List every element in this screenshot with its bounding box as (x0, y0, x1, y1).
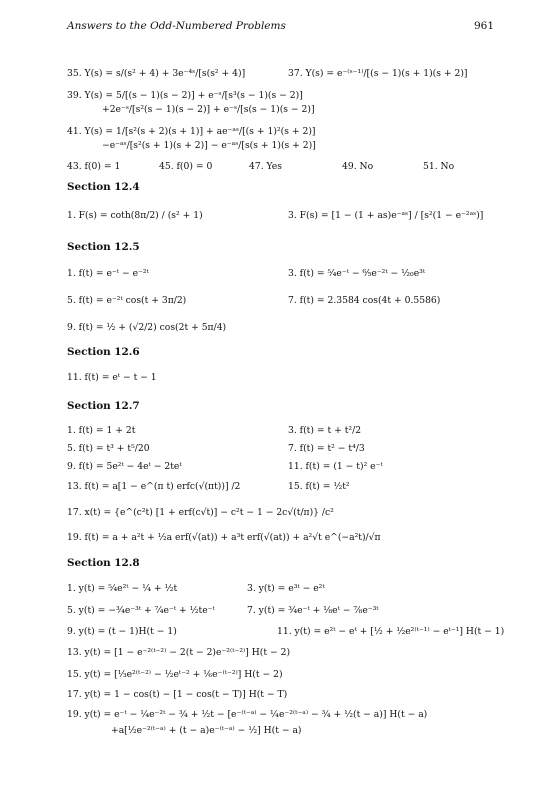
section-heading: Section 12.7 (67, 400, 140, 412)
answer: 9. f(t) = ½ + (√2/2) cos(2t + 5π/4) (67, 322, 227, 333)
answer-line (67, 459, 512, 475)
answer: 1. F(s) = coth(8π/2) / (s² + 1) (67, 210, 203, 221)
answer: 9. y(t) = (t − 1)H(t − 1) (67, 626, 177, 637)
answer-49: 49. No (342, 161, 374, 172)
answer: 7. f(t) = 2.3584 cos(4t + 0.5586) (288, 295, 441, 306)
answer: 1. y(t) = ⁵⁄₄e²ᵗ − ¼ + ½t (67, 583, 178, 594)
answer-line (67, 624, 512, 640)
answer-line-continued (67, 102, 512, 118)
answer-cont: +a[½e⁻²⁽ᵗ⁻ᵃ⁾ + (t − a)e⁻⁽ᵗ⁻ᵃ⁾ − ½] H(t − a) (111, 725, 302, 736)
answer-line (67, 479, 512, 495)
answer: 3. F(s) = [1 − (1 + as)e⁻ᵃˢ] / [s²(1 − e⁻²ᵃˢ)] (288, 210, 484, 221)
answer-39-cont: +2e⁻ˢ/[s²(s − 1)(s − 2)] + e⁻ˢ/[s(s − 1)(s − 2)] (102, 104, 315, 115)
answer: 3. f(t) = t + t²/2 (288, 425, 362, 436)
section-heading: Section 12.4 (67, 181, 140, 193)
answer: 19. f(t) = a + a²t + ½a erf(√(at)) + a³t erf(√(at)) + a²√t e^(−a²t)/√π (67, 532, 381, 543)
answer-line (67, 208, 512, 224)
answer-41: 41. Y(s) = 1/[s²(s + 2)(s + 1)] + ae⁻ᵃˢ/[(s + 1)²(s + 2)] (67, 126, 316, 137)
answer: 17. x(t) = {e^(c²t) [1 + erf(c√t)] − c²t − 1 − 2c√(t/π)} /c² (67, 507, 334, 518)
answer: 7. f(t) = t² − t⁴/3 (288, 443, 365, 454)
section-heading: Section 12.8 (67, 557, 140, 569)
answer-line (67, 645, 512, 661)
answer-line-continued (67, 723, 512, 739)
answer: 13. f(t) = a[1 − e^(π t) erfc(√(πt))] /2 (67, 481, 241, 492)
answer-line (67, 293, 512, 309)
answer: 5. f(t) = e⁻²ᵗ cos(t + 3π/2) (67, 295, 187, 306)
answer-line-continued (67, 138, 512, 154)
answer-line (67, 320, 512, 336)
answer-line (67, 159, 512, 175)
answer-51: 51. No (423, 161, 455, 172)
answer-43: 43. f(0) = 1 (67, 161, 121, 172)
answer: 13. y(t) = [1 − e⁻²⁽ᵗ⁻²⁾ − 2(t − 2)e⁻²⁽ᵗ⁻²⁾] H(t − 2) (67, 647, 291, 658)
answer-47: 47. Yes (249, 161, 282, 172)
answer-line (67, 66, 512, 82)
answer-line (67, 603, 512, 619)
answer: 11. f(t) = (1 − t)² e⁻ᵗ (288, 461, 383, 472)
answer-line (67, 423, 512, 439)
answer: 11. y(t) = e²ᵗ − eᵗ + [½ + ½e²⁽ᵗ⁻¹⁾ − eᵗ⁻¹] H(t − 1) (277, 626, 505, 637)
answer: 11. f(t) = eᵗ − t − 1 (67, 372, 157, 383)
section-heading: Section 12.6 (67, 346, 140, 358)
answer-45: 45. f(0) = 0 (159, 161, 213, 172)
answer-line (67, 505, 512, 521)
running-title: Answers to the Odd-Numbered Problems (67, 20, 286, 32)
answer: 3. f(t) = ⁵⁄₄e⁻ᵗ − ⁶⁄₅e⁻²ᵗ − ¹⁄₂₀e³ᵗ (288, 268, 426, 279)
answer-line (67, 530, 512, 546)
answer-line (67, 581, 512, 597)
answer-line (67, 707, 512, 723)
answer: 3. y(t) = e³ᵗ − e²ᵗ (247, 583, 325, 594)
answer-line (67, 667, 512, 683)
answer-37: 37. Y(s) = e⁻⁽ˢ⁻¹⁾/[(s − 1)(s + 1)(s + 2)] (288, 68, 468, 79)
answer: 7. y(t) = ³⁄₄e⁻ᵗ + ⅛eᵗ − ⅞e⁻³ᵗ (247, 605, 379, 616)
answer-41-cont: −e⁻ᵃˢ/[s²(s + 1)(s + 2)] − e⁻ᵃˢ/[s(s + 1)(s + 2)] (102, 140, 316, 151)
answer: 1. f(t) = 1 + 2t (67, 425, 136, 436)
answer: 19. y(t) = e⁻ᵗ − ¼e⁻²ᵗ − ¾ + ½t − [e⁻⁽ᵗ⁻ᵃ⁾ − ¼e⁻²⁽ᵗ⁻ᵃ⁾ − ¾ + ½(t − a)] H(t − a) (67, 709, 428, 720)
answer: 9. f(t) = 5e²ᵗ − 4eᵗ − 2teᵗ (67, 461, 182, 472)
page-number: 961 (473, 20, 494, 32)
answer-35: 35. Y(s) = s/(s² + 4) + 3e⁻⁴ˢ/[s(s² + 4)] (67, 68, 246, 79)
answer-39: 39. Y(s) = 5/[(s − 1)(s − 2)] + e⁻ˢ/[s³(s − 1)(s − 2)] (67, 90, 303, 101)
running-header (67, 20, 494, 36)
answer: 5. f(t) = t³ + t⁵/20 (67, 443, 150, 454)
answer: 17. y(t) = 1 − cos(t) − [1 − cos(t − T)] H(t − T) (67, 689, 288, 700)
answer-line (67, 441, 512, 457)
answer: 15. y(t) = [⅓e²⁽ᵗ⁻²⁾ − ½eᵗ⁻² + ⅙e⁻⁽ᵗ⁻²⁾] H(t − 2) (67, 669, 283, 680)
answer-line (67, 370, 512, 386)
answer-line (67, 687, 512, 703)
answer: 1. f(t) = e⁻ᵗ − e⁻²ᵗ (67, 268, 149, 279)
section-heading: Section 12.5 (67, 241, 140, 253)
answer-line (67, 266, 512, 282)
answer: 5. y(t) = −³⁄₄e⁻³ᵗ + ⁷⁄₄e⁻ᵗ + ½te⁻ᵗ (67, 605, 215, 616)
answer: 15. f(t) = ½t² (288, 481, 350, 492)
